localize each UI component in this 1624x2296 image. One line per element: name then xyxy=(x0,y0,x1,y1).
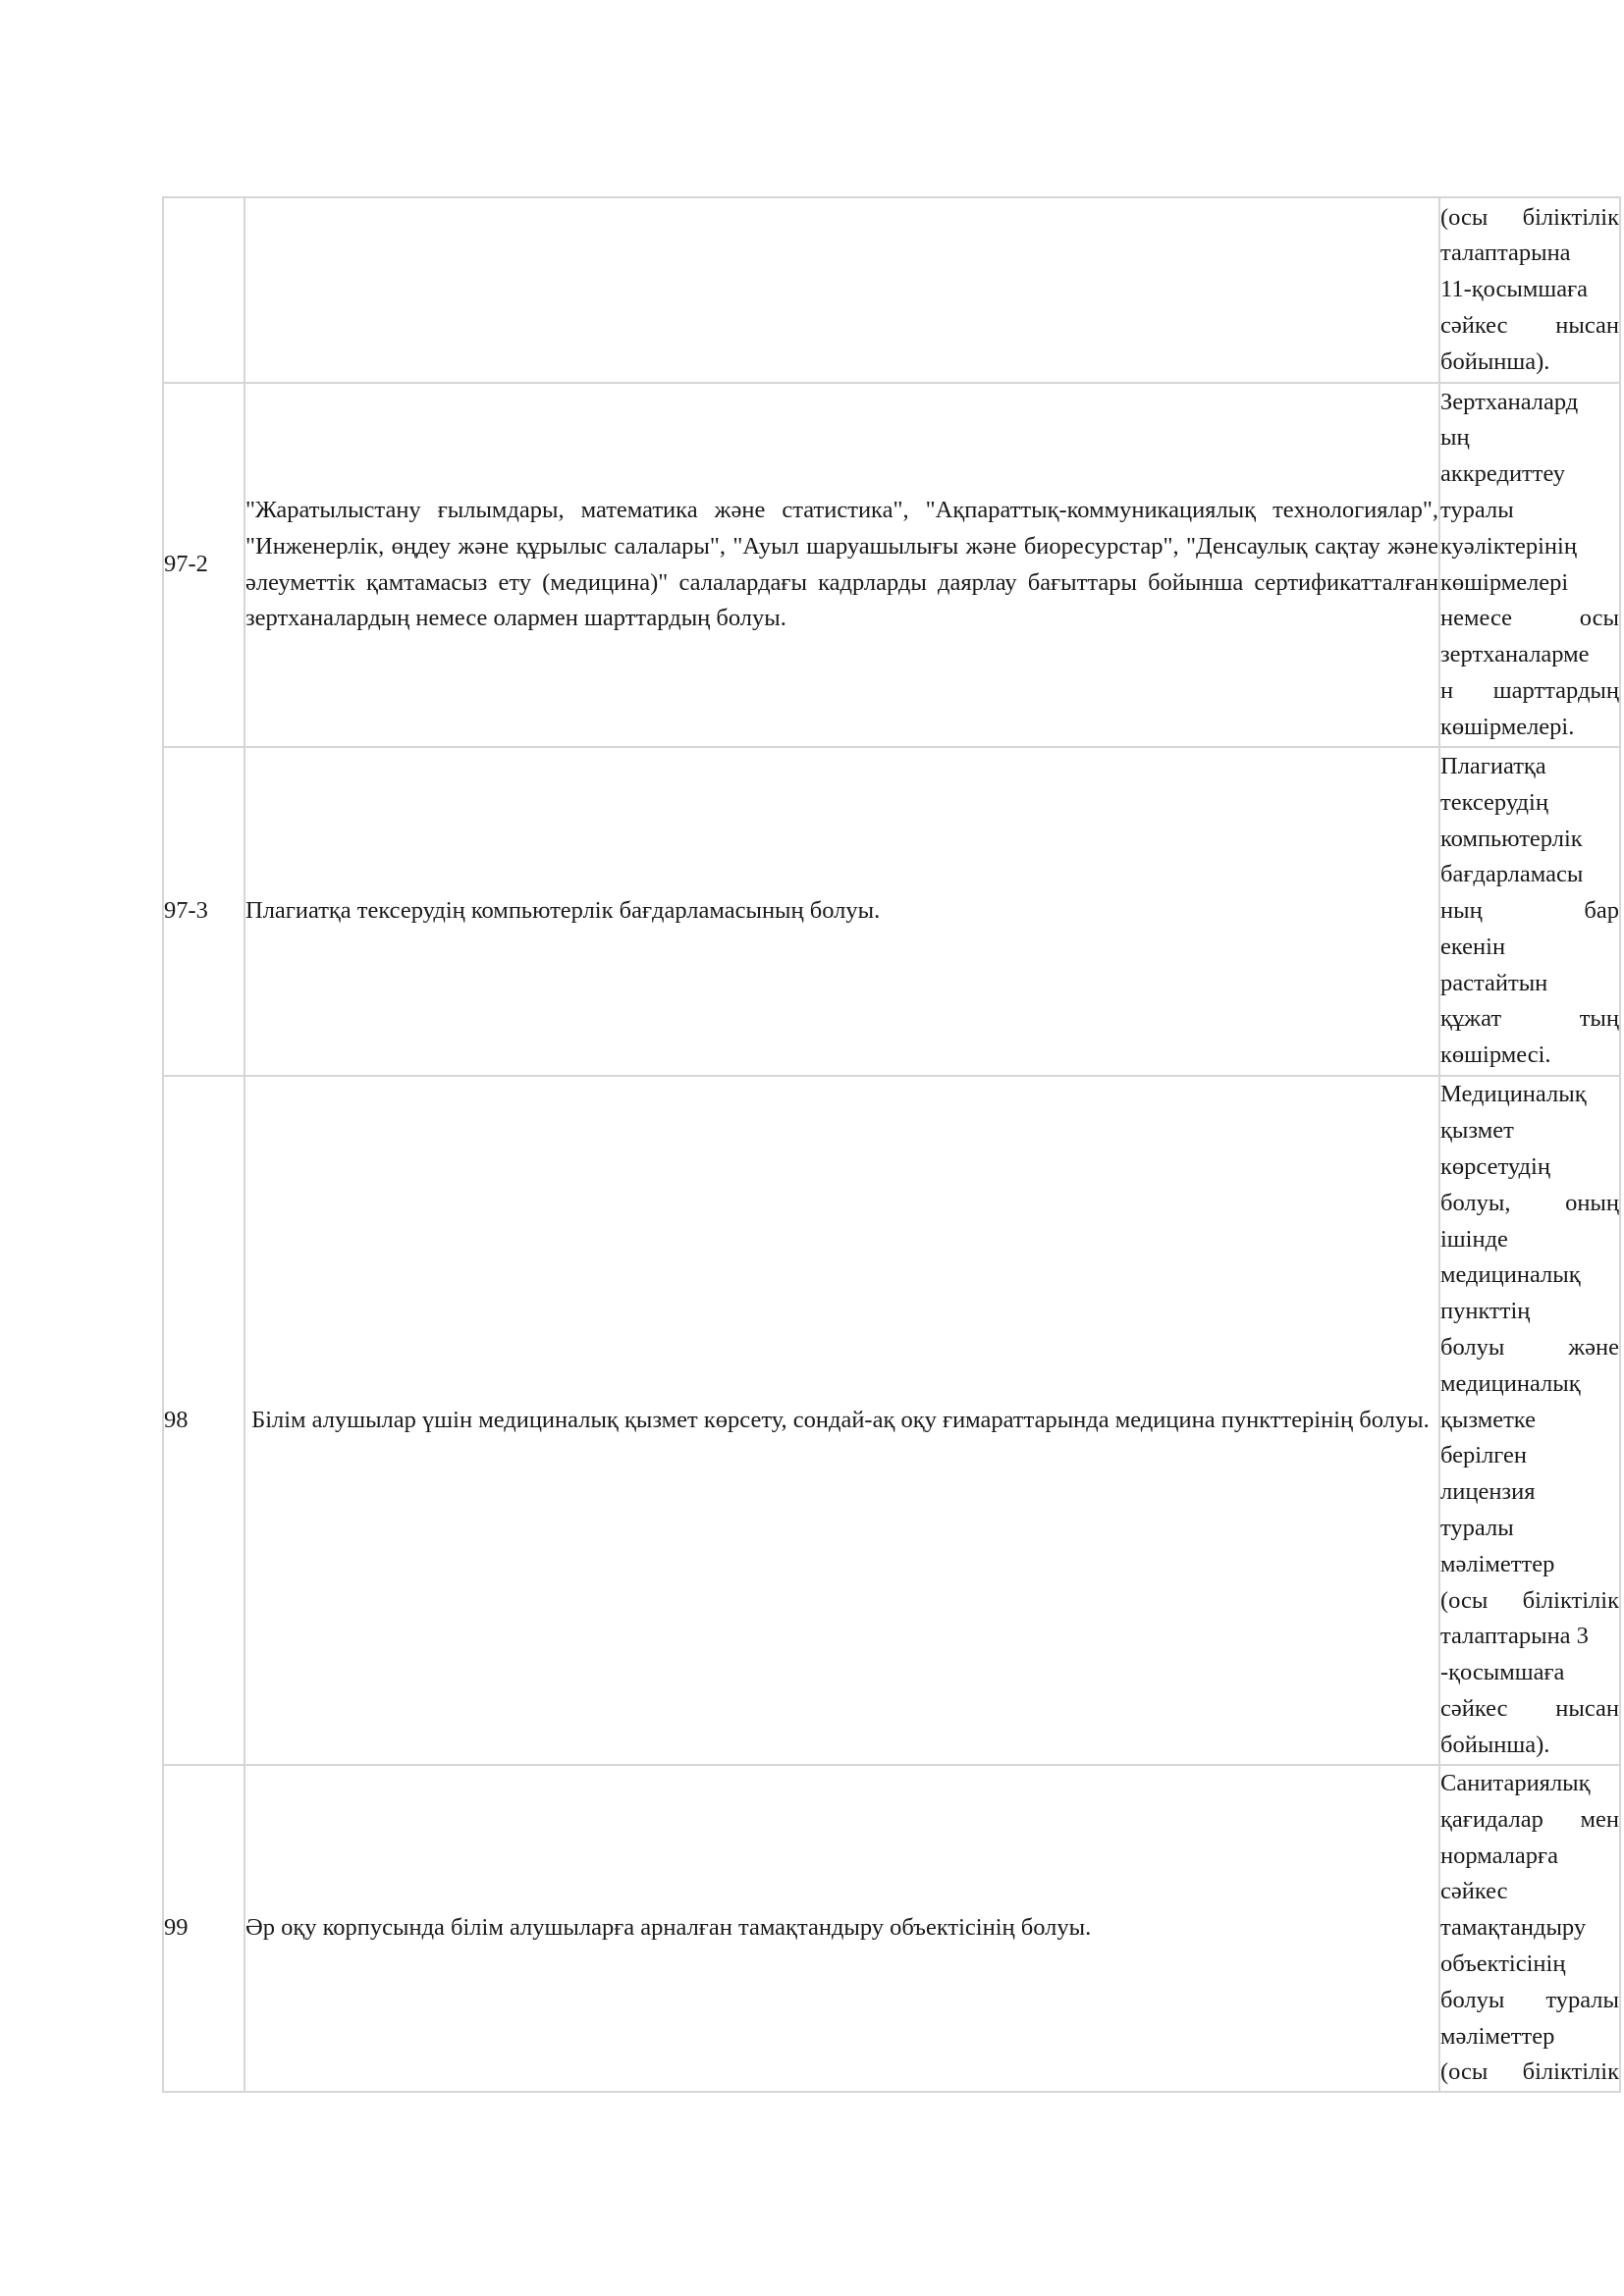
document-line: пункттің xyxy=(1440,1298,1531,1325)
document-line: болуы, оның xyxy=(1440,1189,1619,1216)
document-line: (осы біліктілік xyxy=(1440,1586,1619,1614)
document-line: қағидалар мен xyxy=(1440,1805,1619,1833)
document-line: медициналық xyxy=(1440,1261,1581,1289)
requirement-text: Әр оқу корпусында білім алушыларға арналған тамақтандыру объектісінің болуы. xyxy=(244,1765,1439,2092)
document-line: сәйкес нысан xyxy=(1440,311,1619,339)
document-line: немесе осы xyxy=(1440,605,1619,632)
supporting-document xyxy=(1439,1076,1620,1765)
document-line: талаптарына 3 xyxy=(1440,1623,1589,1650)
document-line: бағдарламасы xyxy=(1440,861,1584,888)
document-line: тамақтандыру xyxy=(1440,1914,1587,1942)
document-line: туралы xyxy=(1440,1514,1514,1541)
document-line: тексерудің xyxy=(1440,788,1548,816)
document-line: көрсетудің xyxy=(1440,1153,1550,1181)
document-line: бойынша). xyxy=(1440,1731,1550,1758)
document-line: сәйкес xyxy=(1440,1878,1508,1905)
requirement-text: Плагиатқа тексерудің компьютерлік бағдарламасының болуы. xyxy=(244,747,1439,1076)
document-line: (осы біліктілік xyxy=(1440,203,1619,231)
document-line: ның бар xyxy=(1440,897,1619,925)
requirement-text: "Жаратылыстану ғылымдары, математика және статистика", "Ақпараттық-коммуникациялық технологиялар", "Инженерлік, өңдеу және құрылыс салалары", "Ауыл шаруашылығы және биоресурстар", "Денсаулық сақтау және әлеуметтік қамтамасыз ету (медицина)" салалардағы кадрларды даярлау бағыттары бойынша сертификатталған зертханалардың немесе олармен шарттардың болуы. xyxy=(244,383,1439,747)
document-line: болуы және xyxy=(1440,1334,1619,1361)
document-line: көшірмелері xyxy=(1440,568,1569,596)
document-line: (осы біліктілік xyxy=(1440,2058,1619,2086)
document-line: объектісінің xyxy=(1440,1949,1566,1977)
supporting-document xyxy=(1439,383,1620,747)
table-row xyxy=(163,747,1620,1076)
document-line: 11-қосымшаға xyxy=(1440,276,1589,303)
document-line: растайтын xyxy=(1440,969,1548,996)
table-row xyxy=(163,1765,1620,2092)
row-number xyxy=(163,197,244,383)
document-line: туралы xyxy=(1440,496,1514,523)
document-line: куәліктерінің xyxy=(1440,532,1577,560)
document-line: көшірмесі. xyxy=(1440,1041,1551,1069)
document-line: қызмет xyxy=(1440,1117,1514,1145)
document-line: -қосымшаға xyxy=(1440,1659,1565,1686)
supporting-document xyxy=(1439,1765,1620,2092)
row-number: 97-3 xyxy=(163,747,244,1076)
document-line: сәйкес нысан xyxy=(1440,1694,1619,1722)
document-line: ішінде xyxy=(1440,1225,1508,1253)
row-number: 98 xyxy=(163,1076,244,1765)
document-line: талаптарына xyxy=(1440,240,1571,267)
document-line: екенін xyxy=(1440,933,1506,960)
document-line: Санитариялық xyxy=(1440,1770,1591,1796)
table-row xyxy=(163,1076,1620,1765)
document-line: мәліметтер xyxy=(1440,2022,1555,2050)
document-line: н шарттардың xyxy=(1440,676,1619,704)
row-number: 99 xyxy=(163,1765,244,2092)
table-row xyxy=(163,383,1620,747)
supporting-document xyxy=(1439,197,1620,383)
document-line: бойынша). xyxy=(1440,347,1550,375)
document-line: көшірмелері. xyxy=(1440,713,1575,740)
document-line: құжат тың xyxy=(1440,1005,1619,1033)
requirement-text xyxy=(244,197,1439,383)
document-line: қызметке xyxy=(1440,1406,1536,1433)
document-line: мәліметтер xyxy=(1440,1550,1555,1577)
document-line: Медициналық xyxy=(1440,1081,1587,1108)
document-line: аккредиттеу xyxy=(1440,460,1565,488)
document-line: ың xyxy=(1440,424,1470,452)
requirement-text: Білім алушылар үшін медициналық қызмет көрсету, сондай-ақ оқу ғимараттарында медицина пункттерінің болуы. xyxy=(244,1076,1439,1765)
document-line: зертханаларме xyxy=(1440,641,1590,668)
supporting-document xyxy=(1439,747,1620,1076)
document-line: болуы туралы xyxy=(1440,1986,1619,2013)
document-line: медициналық xyxy=(1440,1369,1581,1397)
row-number: 97-2 xyxy=(163,383,244,747)
requirements-table xyxy=(162,196,1621,2093)
document-line: берілген xyxy=(1440,1442,1528,1469)
document-line: лицензия xyxy=(1440,1478,1536,1506)
document-line: Плагиатқа xyxy=(1440,752,1546,779)
document-line: компьютерлік xyxy=(1440,825,1583,852)
table-row xyxy=(163,197,1620,383)
document-line: нормаларға xyxy=(1440,1842,1558,1869)
document-line: Зертханалард xyxy=(1440,388,1579,415)
